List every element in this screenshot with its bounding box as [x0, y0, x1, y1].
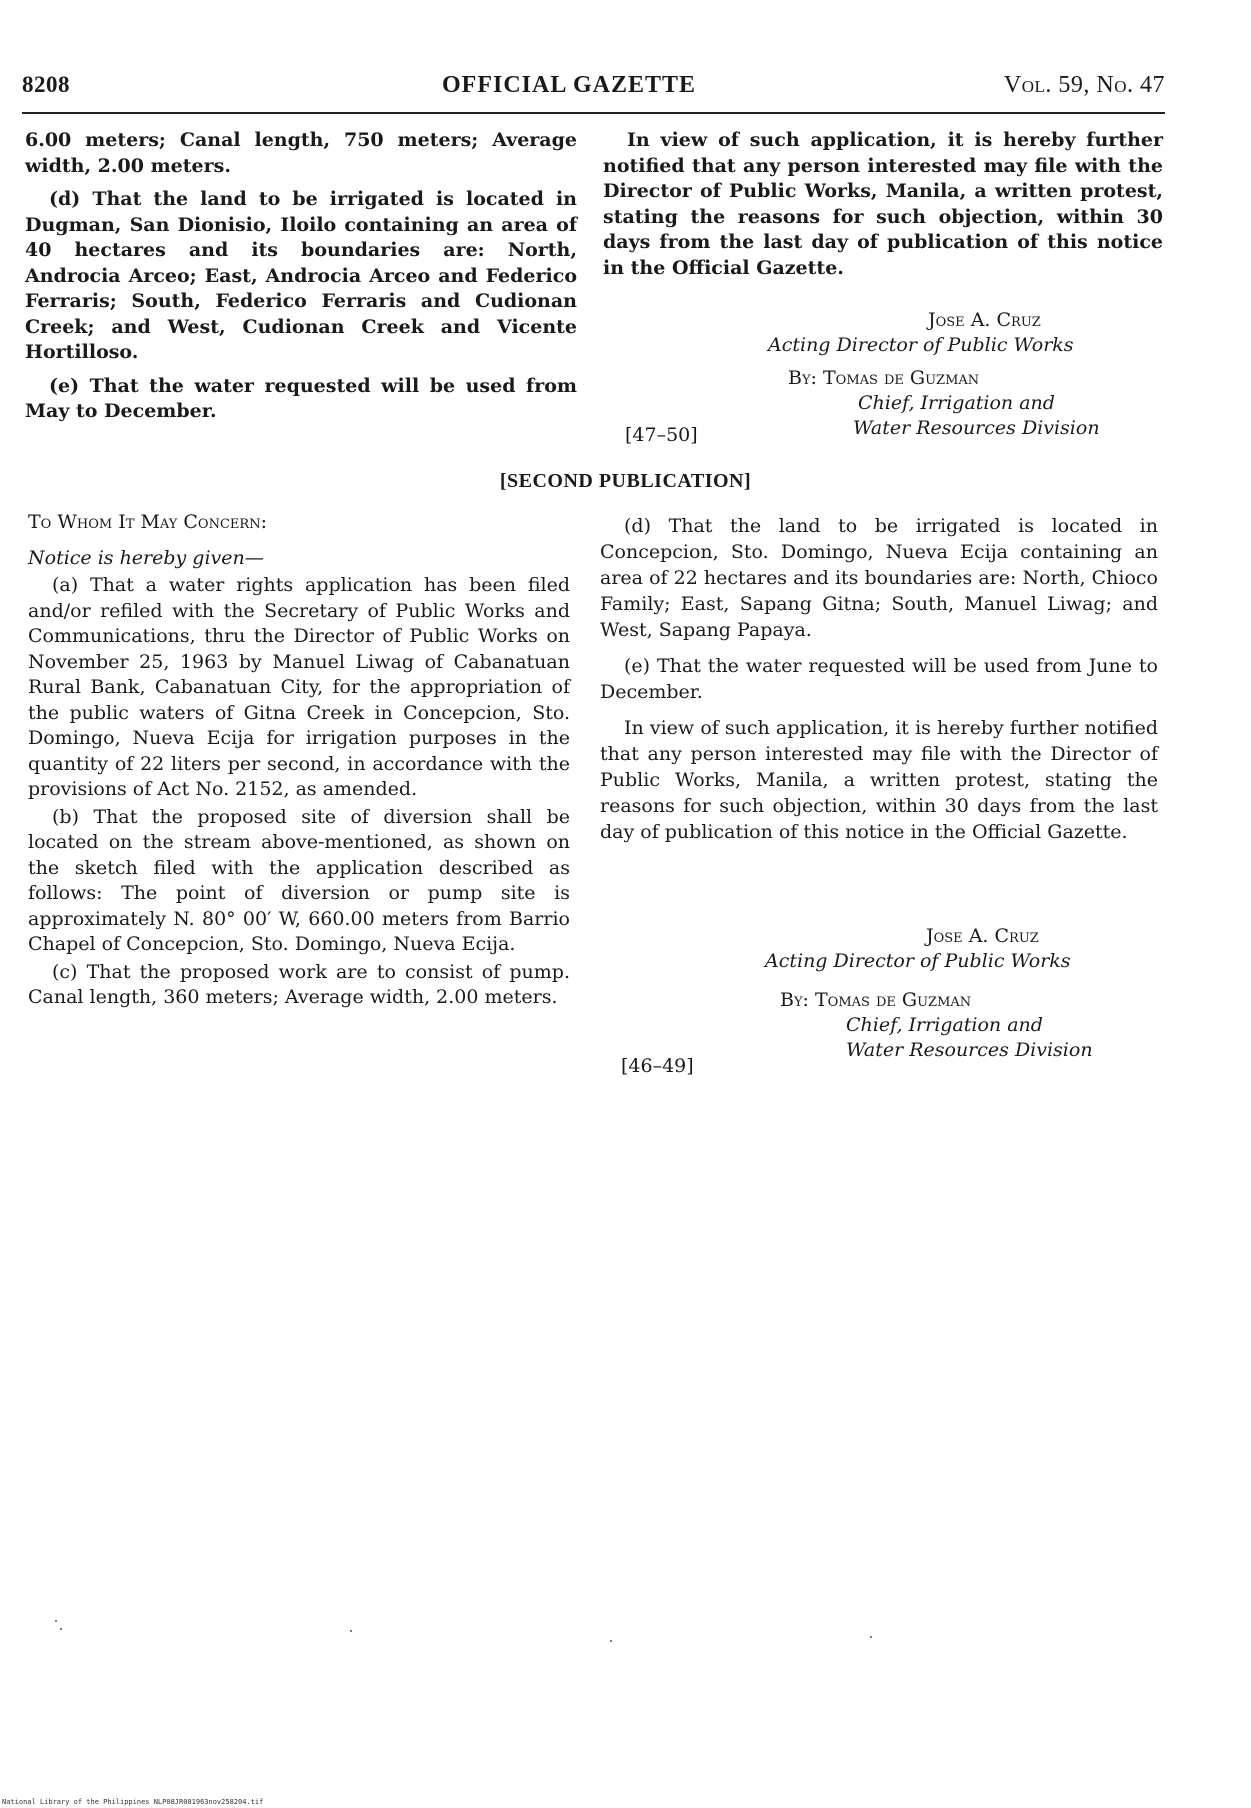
paragraph-c: (c) That the proposed work are to consist of pump. Canal length, 360 meters; Average width, 2.00 meters.	[28, 960, 570, 1008]
header-rule	[22, 112, 1165, 114]
salutation: To Whom It May Concern:	[28, 511, 267, 533]
signature-title: Acting Director of Public Works	[765, 950, 1071, 972]
signature-title: Acting Director of Public Works	[768, 334, 1074, 356]
signature-chief-1: Chief, Irrigation and	[858, 392, 1055, 414]
signature-chief-2: Water Resources Division	[853, 417, 1100, 439]
running-header	[22, 72, 1165, 112]
paragraph-d2: (d) That the land to be irrigated is located in Concepcion, Sto. Domingo, Nueva Ecija containing an area of 22 hectares and its boundaries are: North, Chioco Family; East, Sapang Gitna; South, Manuel Liwag; and West, Sapang Papaya.	[600, 515, 1158, 641]
scan-speck	[610, 1640, 612, 1642]
page-number: 8208	[22, 72, 70, 97]
paragraph-d: (d) That the land to be irrigated is located in Dugman, San Dionisio, Iloilo containing an area of 40 hectares and its boundaries are: North, Androcia Arceo; East, Androcia Arceo and Federico Ferraris; South, Federico Ferraris and Cudionan Creek; and West, Cudionan Creek and Vicente Hortilloso.	[25, 188, 577, 363]
bottom-reference: [46–49]	[621, 1055, 694, 1077]
signature-by: By: Tomas de Guzman	[780, 989, 972, 1011]
signature-chief-1: Chief, Irrigation and	[846, 1014, 1043, 1036]
notice-line: Notice is hereby given—	[28, 546, 264, 569]
scan-speck	[350, 1630, 352, 1632]
volume-number: Vol. 59, No. 47	[1003, 72, 1165, 98]
paragraph-view2: In view of such application, it is hereby further notified that any person interested may file with the Director of Public Works, Manila, a written protest, stating the reasons for such objection, within 30 days from the last day of publication of this notice in the Official Gazette.	[600, 717, 1158, 843]
publication-title: OFFICIAL GAZETTE	[442, 72, 697, 98]
top-right-column	[603, 128, 1163, 289]
bottom-right-column	[600, 513, 1158, 853]
scan-speck	[870, 1636, 872, 1638]
paragraph-e: (e) That the water requested will be used from May to December.	[25, 374, 577, 422]
paragraph-b: (b) That the proposed site of diversion shall be located on the stream above-mentioned, as shown on the sketch filed with the application described as follows: The point of diversion or pump site is approximately N. 80° 00′ W, 660.00 meters from Barrio Chapel of Concepcion, Sto. Domingo, Nueva Ecija.	[28, 805, 570, 955]
top-signature	[603, 308, 1153, 441]
paragraph-a: (a) That a water rights application has been filed and/or refiled with the Secretary of Public Works and Communications, thru the Director of Public Works on November 25, 1963 by Manuel Liwag of Cabanatuan Rural Bank, Cabanatuan City, for the appropriation of the public waters of Gitna Creek in Concepcion, Sto. Domingo, Nueva Ecija for irrigation purposes in the quantity of 22 liters per second, in accordance with the provisions of Act No. 2152, as amended.	[28, 574, 570, 800]
bottom-left-column	[28, 510, 570, 1019]
signature-chief-2: Water Resources Division	[846, 1039, 1093, 1061]
paragraph-view: In view of such application, it is hereby further notified that any person interested may file with the Director of Public Works, Manila, a written protest, stating the reasons for such objection, within 30 days from the last day of publication of this notice in the Official Gazette.	[603, 129, 1163, 279]
signature-name: Jose A. Cruz	[928, 309, 1041, 331]
paragraph-e2: (e) That the water requested will be used from June to December.	[600, 655, 1158, 703]
bottom-signature	[600, 924, 1155, 1063]
scan-speck	[60, 1628, 62, 1630]
scan-speck	[55, 1620, 57, 1622]
paragraph-continuation: 6.00 meters; Canal length, 750 meters; Average width, 2.00 meters.	[25, 129, 577, 177]
second-publication-heading: [SECOND PUBLICATION]	[499, 470, 752, 492]
signature-name: Jose A. Cruz	[926, 925, 1039, 947]
scan-footer: National Library of the Philippines NLP08JR001963nov258204.tif	[2, 1798, 264, 1806]
top-reference: [47–50]	[625, 424, 698, 446]
signature-by: By: Tomas de Guzman	[788, 367, 980, 389]
top-left-column	[25, 128, 577, 433]
